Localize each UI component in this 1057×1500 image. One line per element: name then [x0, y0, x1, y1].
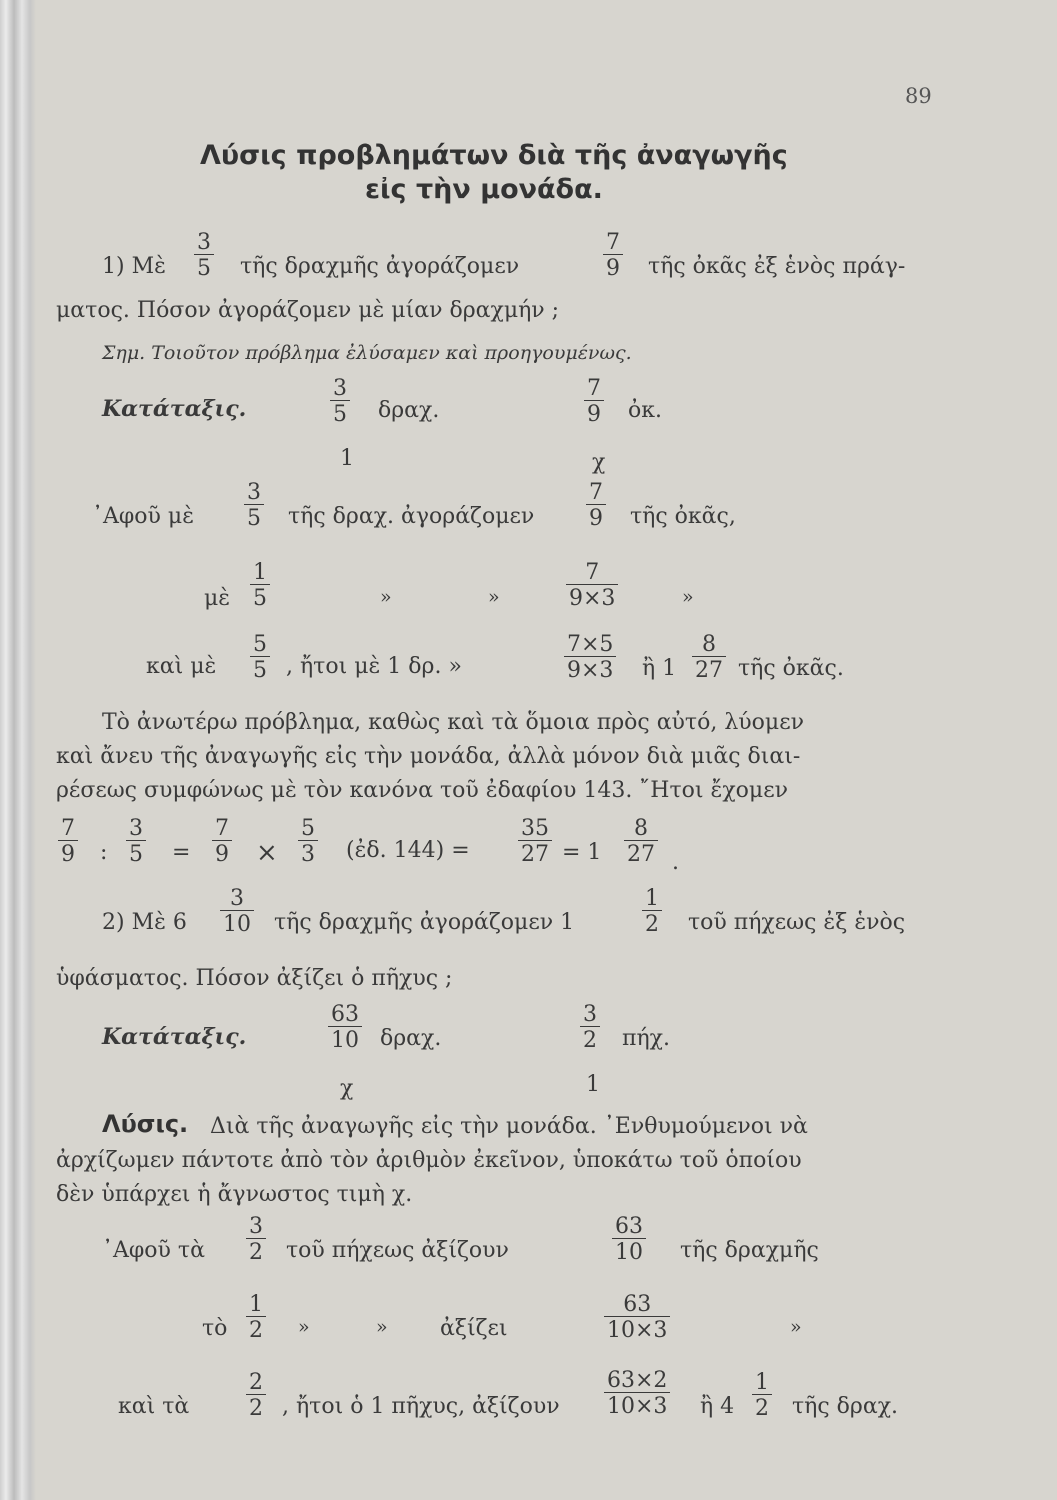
paragraph-line: ἀρχίζωμεν πάντοτε ἀπὸ τὸν ἀριθμὸν ἐκεῖνον, ὑποκάτω τοῦ ὁποίου [56, 1148, 802, 1173]
fraction: $\frac{7}{9\times 3}$ [566, 562, 618, 610]
math-symbol: . [672, 850, 679, 875]
fraction: $\frac{63}{10}$ [612, 1216, 646, 1264]
value: 1 [586, 1072, 600, 1097]
reasoning-line: ἢ 1 [642, 656, 677, 681]
fraction: $\frac{1}{5}$ [250, 562, 270, 610]
math-symbol: × [256, 838, 278, 868]
fraction: $\frac{2}{2}$ [246, 1372, 266, 1420]
fraction: $\frac{7}{9}$ [603, 232, 623, 280]
unit: ὀκ. [628, 398, 662, 423]
math-symbol: : [100, 840, 108, 865]
ditto-mark: » [380, 586, 392, 608]
ditto-mark: » [376, 1316, 388, 1338]
problem-1-text: 1) Μὲ [102, 254, 166, 279]
section-heading-line-2: εἰς τὴν μονάδα. [365, 174, 603, 205]
paragraph-line: Τὸ ἀνωτέρω πρόβλημα, καθὼς καὶ τὰ ὅμοια πρὸς αὐτό, λύομεν [102, 710, 804, 735]
fraction: $\frac{5}{3}$ [298, 818, 318, 866]
reasoning-line: τῆς ὀκᾶς, [630, 504, 736, 529]
unknown: χ [592, 450, 606, 475]
problem-1-text: τῆς ὀκᾶς ἐξ ἑνὸς πράγ- [648, 254, 906, 279]
note: Σημ. Τοιοῦτον πρόβλημα ἐλύσαμεν καὶ προηγουμένως. [102, 342, 632, 364]
problem-2-text: ὑφάσματος. Πόσον ἀξίζει ὁ πῆχυς ; [56, 966, 453, 991]
fraction: $\frac{5}{5}$ [250, 634, 270, 682]
paragraph-line: δὲν ὑπάρχει ἡ ἄγνωστος τιμὴ χ. [56, 1182, 413, 1207]
reasoning-line: ἢ 4 [700, 1394, 735, 1419]
fraction: $\frac{63}{10\times 3}$ [604, 1294, 670, 1342]
fraction: $\frac{35}{27}$ [518, 818, 552, 866]
fraction: $\frac{63}{10}$ [328, 1004, 362, 1052]
classification-label: Κατάταξις. [102, 1024, 247, 1050]
paragraph-line: ρέσεως συμφώνως μὲ τὸν κανόνα τοῦ ἐδαφίου 143. ῎Ητοι ἔχομεν [56, 778, 788, 803]
reasoning-line: τοῦ πήχεως ἀξίζουν [286, 1238, 509, 1263]
fraction: $\frac{7}{9}$ [584, 378, 604, 426]
fraction: $\frac{3}{10}$ [220, 888, 254, 936]
problem-2-text: τῆς δραχμῆς ἀγοράζομεν 1 [274, 910, 575, 935]
reasoning-line: τῆς δραχ. [792, 1394, 899, 1419]
unit: δραχ. [378, 398, 440, 423]
fraction: $\frac{3}{5}$ [244, 482, 264, 530]
fraction: $\frac{3}{5}$ [126, 818, 146, 866]
section-heading-line-1: Λύσις προβλημάτων διὰ τῆς ἀναγωγῆς [200, 140, 788, 171]
unknown: χ [340, 1076, 354, 1101]
fraction: $\frac{7}{9}$ [586, 482, 606, 530]
fraction: $\frac{3}{2}$ [246, 1216, 266, 1264]
reasoning-line: τῆς δραχ. ἀγοράζομεν [288, 504, 535, 529]
reasoning-line: , ἤτοι ὁ 1 πῆχυς, ἀξίζουν [282, 1394, 560, 1419]
ditto-mark: » [298, 1316, 310, 1338]
reasoning-line: ἀξίζει [440, 1316, 508, 1341]
paragraph-line: καὶ ἄνευ τῆς ἀναγωγῆς εἰς τὴν μονάδα, ἀλλὰ μόνον διὰ μιᾶς διαι- [56, 744, 801, 769]
fraction: $\frac{8}{27}$ [692, 634, 726, 682]
unit: δραχ. [380, 1026, 442, 1051]
page-number: 89 [905, 84, 932, 108]
solution-label: Λύσις. [102, 1110, 189, 1138]
equation-text: (ἐδ. 144) = [346, 838, 470, 863]
math-symbol: = [172, 840, 191, 865]
value: 1 [340, 446, 354, 471]
problem-1-text: ματος. Πόσον ἀγοράζομεν μὲ μίαν δραχμήν ; [56, 298, 560, 323]
problem-2-text: 2) Μὲ 6 [102, 910, 187, 935]
reasoning-line: τῆς ὀκᾶς. [738, 656, 844, 681]
problem-2-text: τοῦ πήχεως ἐξ ἑνὸς [688, 910, 906, 935]
reasoning-line: τὸ [202, 1316, 228, 1341]
book-spine [0, 0, 36, 1500]
reasoning-line: , ἤτοι μὲ 1 δρ. » [286, 654, 462, 679]
fraction: $\frac{7\times 5}{9\times 3}$ [564, 634, 616, 682]
fraction: $\frac{7}{9}$ [212, 818, 232, 866]
paragraph-line: Διὰ τῆς ἀναγωγῆς εἰς τὴν μονάδα. ᾿Ενθυμούμενοι νὰ [210, 1114, 808, 1139]
fraction: $\frac{7}{9}$ [58, 818, 78, 866]
classification-label: Κατάταξις. [102, 396, 247, 422]
ditto-mark: » [488, 586, 500, 608]
unit: πήχ. [622, 1026, 670, 1051]
fraction: $\frac{1}{2}$ [246, 1294, 266, 1342]
fraction: $\frac{3}{2}$ [580, 1004, 600, 1052]
fraction: $\frac{63\times 2}{10\times 3}$ [604, 1370, 670, 1418]
fraction: $\frac{3}{5}$ [330, 378, 350, 426]
reasoning-line: τῆς δραχμῆς [680, 1238, 819, 1263]
reasoning-line: καὶ τὰ [118, 1394, 190, 1419]
ditto-mark: » [790, 1316, 802, 1338]
problem-1-text: τῆς δραχμῆς ἀγοράζομεν [240, 254, 520, 279]
reasoning-line: μὲ [204, 586, 231, 611]
reasoning-line: ᾿Αφοῦ τὰ [102, 1238, 205, 1263]
fraction: $\frac{3}{5}$ [194, 232, 214, 280]
fraction: $\frac{8}{27}$ [624, 818, 658, 866]
equation-text: = 1 [562, 840, 602, 865]
fraction: $\frac{1}{2}$ [752, 1372, 772, 1420]
ditto-mark: » [682, 586, 694, 608]
reasoning-line: ᾿Αφοῦ μὲ [92, 504, 195, 529]
reasoning-line: καὶ μὲ [146, 654, 217, 679]
fraction: $\frac{1}{2}$ [642, 888, 662, 936]
